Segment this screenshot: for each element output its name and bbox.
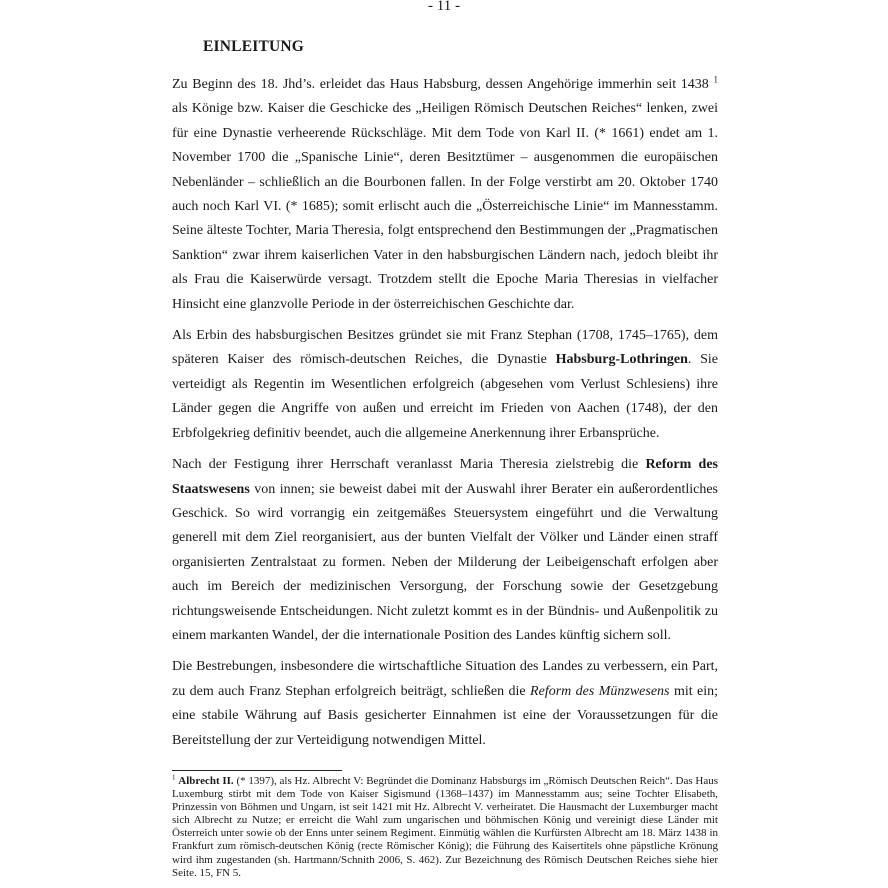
paragraph-2-text-b: . Sie verteidigt als Regentin im Wesentlichen erfolgreich (abgesehen vom Verlust Schlesiens) ihre Länder gegen die Angriffe von außen und erreicht im Frieden von Aachen (1748), der den Erbfolgekrieg definitiv beendet, auch die allgemeine Anerkennung ihrer Erbansprüche. <box>172 352 719 441</box>
paragraph-1-text-a: Zu Beginn des 18. Jhd’s. erleidet das Haus Habsburg, dessen Angehörige immerhin seit 1438 <box>172 77 709 92</box>
paragraph-1 <box>172 73 718 317</box>
paragraph-1-text-b: als Könige bzw. Kaiser die Geschicke des „Heiligen Römisch Deutschen Reiches“ lenken, zwei für eine Dynastie verheerende Rückschläge. Mit dem Tode von Karl II. (* 1661) endet am 1. November 1700 die „Spanische Linie“, deren Besitztümer – ausgenommen die europäischen Nebenländer – schließlich an die Bourbonen fallen. In der Folge verstirbt am 20. Oktober 1740 auch noch Karl VI. (* 1685); somit erlischt auch die „Österreichische Linie“ im Mannesstamm. Seine älteste Tochter, Maria Theresia, folgt entsprechend den Bestimmungen der „Pragmatischen Sanktion“ zwar ihrem kaiserlichen Vater in den habsburgischen Ländern nach, jedoch bleibt ihr als Frau die Kaiserwürde versagt. Trotzdem stellt die Epoche Maria Theresias in vielfacher Hinsicht eine glanzvolle Periode in der österreichischen Geschichte dar. <box>172 101 718 312</box>
paragraph-3-bold: Reform des Staatswesens <box>172 457 718 497</box>
footnote-number: 1 <box>172 773 176 782</box>
paragraph-3 <box>172 453 718 648</box>
paragraph-3-text-b: von innen; sie beweist dabei mit der Auswahl ihrer Berater ein außerordentliches Geschick. So wird vorrangig ein zeitgemäßes Steuersystem eingeführt und die Verwaltung generell mit dem Ziel reorganisiert, aus der bunten Vielfalt der Völker und Länder einen straff organisierten Zentralstaat zu formen. Neben der Milderung der Leibeigenschaft erfolgen aber auch im Bereich der medizinischen Versorgung, der Forschung sowie der Gesetzgebung richtungsweisende Entscheidungen. Nicht zuletzt kommt es in der Bündnis- und Außenpolitik zu einem markanten Wandel, der die internationale Position des Landes künftig sichern soll. <box>172 481 718 643</box>
footnote-reference: 1 <box>713 74 718 85</box>
paragraph-4-text-a: Die Bestrebungen, insbesondere die wirtschaftliche Situation des Landes zu verbessern, ein Part, zu dem auch Franz Stephan erfolgreich beiträgt, schließen die <box>172 659 718 699</box>
page-number: - 11 - <box>428 0 460 14</box>
body-text <box>172 73 718 760</box>
paragraph-2-bold: Habsburg-Lothringen <box>555 352 688 368</box>
paragraph-4-italic: Reform des Münzwesens <box>530 683 670 699</box>
paragraph-2 <box>172 324 718 446</box>
paragraph-4-text-b: mit ein; eine stabile Währung auf Basis gesicherter Einnahmen ist eine der Voraussetzungen für die Bereitstellung der zur Verteidigung notwendigen Mittel. <box>172 683 719 748</box>
paragraph-2-text-a: Als Erbin des habsburgischen Besitzes gründet sie mit Franz Stephan (1708, 1745–1765), dem späteren Kaiser des römisch-deutschen Reiches, die Dynastie <box>172 328 718 368</box>
section-heading: EINLEITUNG <box>203 38 305 55</box>
footnote-bold: Albrecht II. <box>178 775 234 787</box>
footnote <box>172 775 718 880</box>
paragraph-3-text-a: Nach der Festigung ihrer Herrschaft veranlasst Maria Theresia zielstrebig die <box>172 457 639 473</box>
footnote-text: (* 1397), als Hz. Albrecht V: Begründet die Dominanz Habsburgs im „Römisch Deutschen Reich“. Das Haus Luxemburg stirbt mit dem Tode von Kaiser Sigismund (1368–1437) im Mannesstamm aus; seine Tochter Elisabeth, Prinzessin von Böhmen und Ungarn, ist seit 1421 mit Hz. Albrecht V. verheiratet. Die Hausmacht der Luxemburger macht sich Albrecht zu Nutze; er erreicht die Wahl zum ungarischen und böhmischen König und vereinigt diese Länder mit Österreich unter sowie ob der Enns unter seinem Regiment. Einmütig wählen die Kurfürsten Albrecht am 18. März 1438 in Frankfurt zum römisch-deutschen König (recte Römischer König); die Führung des Kaisertitels ohne päpstliche Krönung wird ihm zugestanden (sh. Hartmann/Schnith 2006, S. 462). Zur Bezeichnung des Römisch Deutschen Reiches siehe hier Seite. 15, FN 5. <box>172 775 718 879</box>
paragraph-4 <box>172 655 718 753</box>
footnote-divider <box>172 770 342 771</box>
